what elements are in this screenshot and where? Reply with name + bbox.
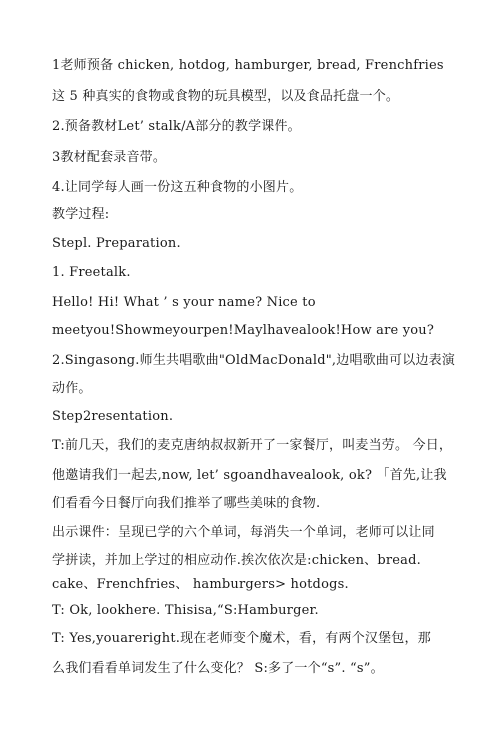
text-line: T: Yes,youareright.现在老师变个魔术，看，有两个汉堡包，那 bbox=[52, 631, 431, 646]
text-line: 1. Freetalk. bbox=[52, 265, 131, 280]
text-line: 出示课件：呈现已学的六个单词，每消失一个单词，老师可以让同 bbox=[52, 525, 435, 540]
text-line: 动作。 bbox=[52, 381, 92, 396]
text-line: T: Ok, lookhere. Thisisa,“S:Hamburger. bbox=[52, 603, 319, 618]
text-line: 他邀请我们一起去,now, let’ sgoandhavealook, ok? 「首先,让我 bbox=[52, 468, 447, 483]
text-line: 2.Singasong.师生共唱歌曲"OldMacDonald",边唱歌曲可以边表演 bbox=[52, 353, 456, 368]
text-line: 4.让同学每人画一份这五种食物的小图片。 bbox=[52, 180, 303, 195]
text-line: Hello! Hi! What ’ s your name? Nice to bbox=[52, 295, 316, 310]
text-line: 1老师预备 chicken, hotdog, hamburger, bread, Frenchfries bbox=[52, 58, 444, 73]
text-line: meetyou!Showmeyourpen!Maylhavealook!How are you? bbox=[52, 323, 435, 338]
text-line: 们看看今日餐厅向我们推举了哪些美味的食物. bbox=[52, 496, 321, 511]
step-heading: Step2resentation. bbox=[52, 409, 174, 424]
text-line: 3教材配套录音带。 bbox=[52, 150, 167, 165]
text-line: T:前几天，我们的麦克唐纳叔叔新开了一家餐厅，叫麦当劳。 今日， bbox=[52, 438, 453, 453]
step-heading: Stepl. Preparation. bbox=[52, 236, 181, 251]
text-line: 学拼读，并加上学过的相应动作.挨次依次是:chicken、bread. bbox=[52, 553, 421, 568]
text-line: 么我们看看单词发生了什么变化？ S:多了一个“s”. “s”。 bbox=[52, 661, 384, 676]
text-line: cake、Frenchfries、 hamburgers> hotdogs. bbox=[52, 577, 349, 592]
section-heading: 教学过程: bbox=[52, 207, 110, 222]
text-line: 2.预备教材Let’ stalk/A部分的教学课件。 bbox=[52, 119, 301, 134]
text-line: 这 5 种真实的食物或食物的玩具模型，以及食品托盘一个。 bbox=[52, 89, 400, 104]
